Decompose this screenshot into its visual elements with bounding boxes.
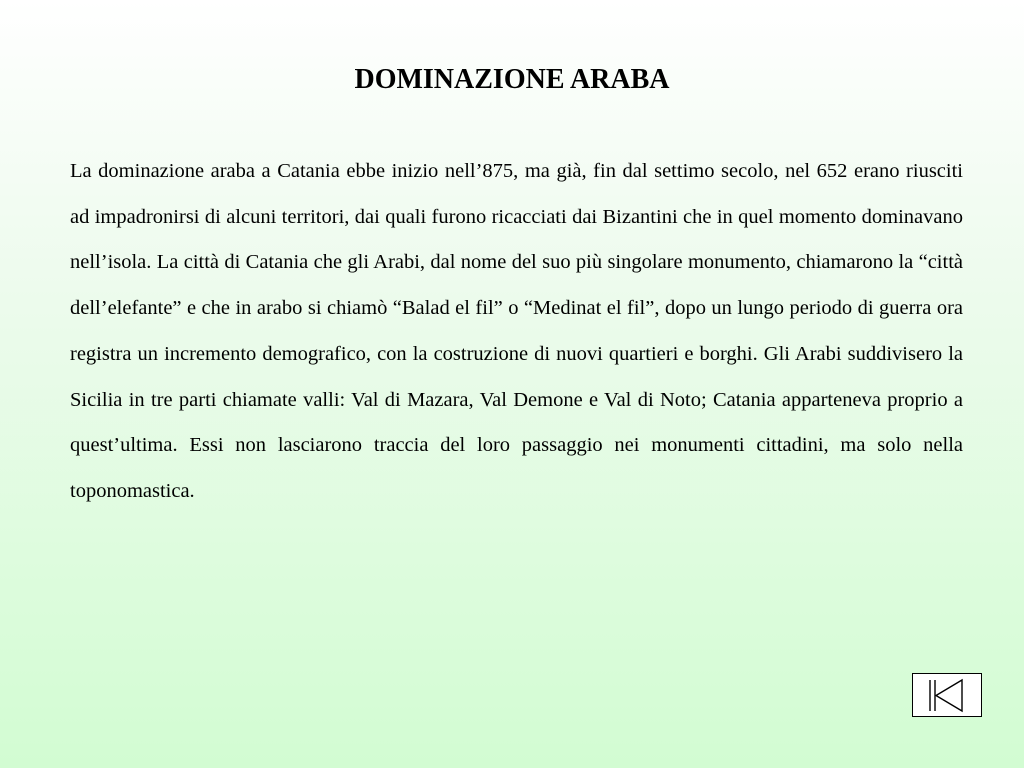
go-to-first-icon <box>913 674 981 716</box>
slide-body-text: La dominazione araba a Catania ebbe inizio nell’875, ma già, fin dal settimo secolo, nel 652 erano riusciti ad impadronirsi di alcuni territori, dai quali furono ricacciati dai Bizantini che in quel momento dominavano nell’isola. La città di Catania che gli Arabi, dal nome del suo più singolare monumento, chiamarono la “città dell’elefante” e che in arabo si chiamò “Balad el fil” o “Medinat el fil”, dopo un lungo periodo di guerra ora registra un incremento demografico, con la costruzione di nuovi quartieri e borghi. Gli Arabi suddivisero la Sicilia in tre parti chiamate valli: Val di Mazara, Val Demone e Val di Noto; Catania apparteneva proprio a quest’ultima. Essi non lasciarono traccia del loro passaggio nei monumenti cittadini, ma solo nella toponomastica. <box>70 160 963 502</box>
first-slide-button[interactable] <box>912 673 982 717</box>
slide-title: DOMINAZIONE ARABA <box>354 64 670 95</box>
